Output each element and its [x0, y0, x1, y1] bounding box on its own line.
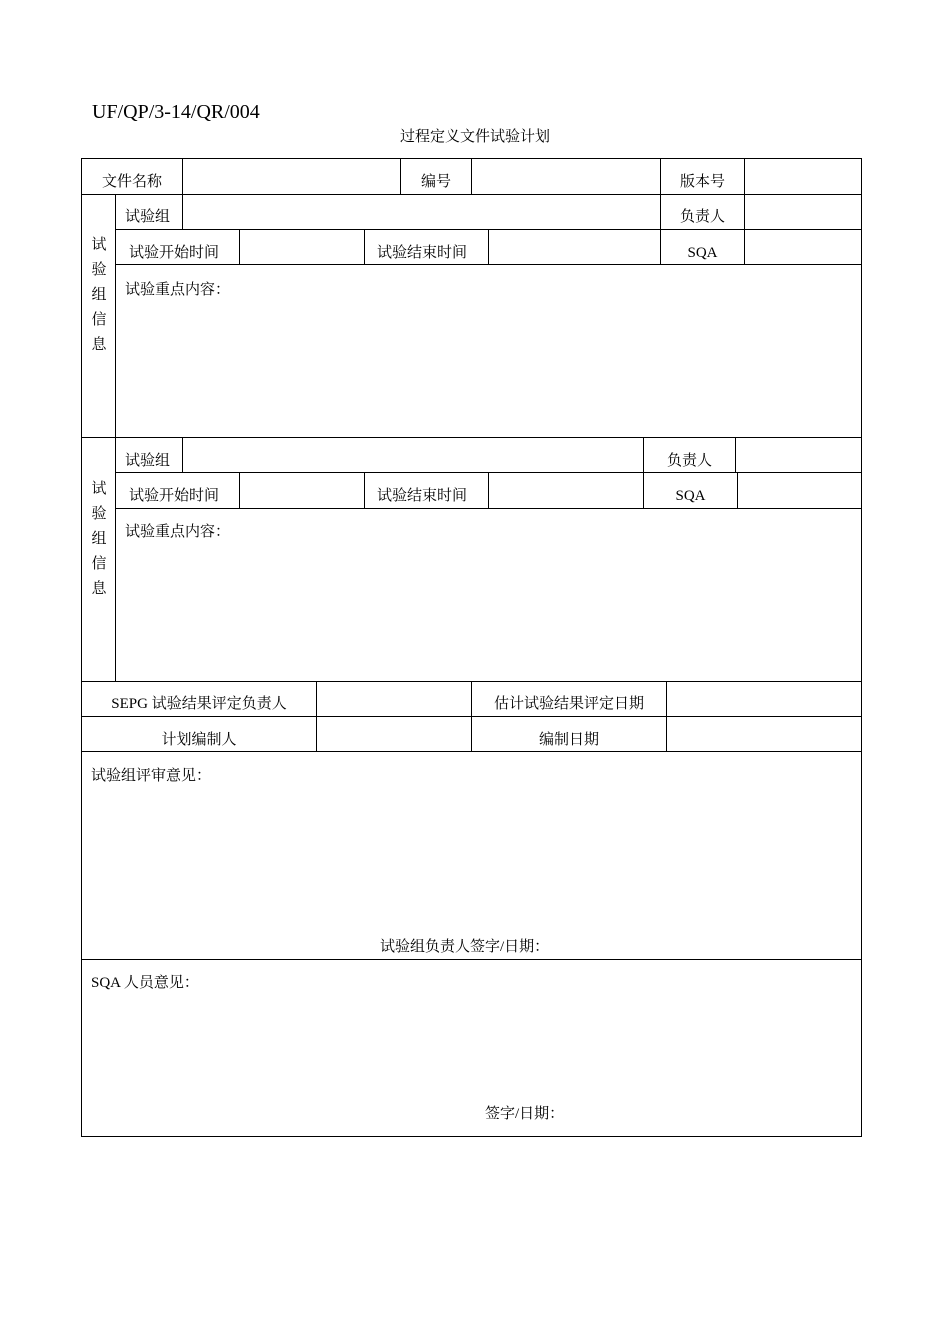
- version-field[interactable]: [745, 159, 861, 194]
- plan-date-field[interactable]: [667, 717, 861, 751]
- sqa-opinion-label: SQA 人员意见：: [91, 975, 199, 991]
- number-field[interactable]: [472, 159, 660, 194]
- group2-owner-label: 负责人: [666, 453, 712, 469]
- group2-end-label: 试验结束时间: [377, 488, 468, 504]
- group2-group-label: 试验组: [125, 453, 171, 469]
- est-date-field[interactable]: [667, 682, 861, 716]
- group2-owner-field[interactable]: [736, 438, 861, 472]
- file-name-label: 文件名称: [101, 174, 162, 190]
- file-name-field[interactable]: [183, 159, 400, 194]
- review-label: 试验组评审意见：: [91, 768, 212, 784]
- group1-owner-label: 负责人: [679, 209, 725, 225]
- group2-end-field[interactable]: [489, 473, 643, 508]
- group1-end-label: 试验结束时间: [377, 245, 468, 261]
- group1-start-field[interactable]: [240, 230, 364, 264]
- group2-start-label: 试验开始时间: [129, 488, 220, 504]
- group2-focus-area[interactable]: [116, 542, 861, 681]
- review-area[interactable]: [82, 788, 861, 928]
- sepg-label: SEPG 试验结果评定负责人: [111, 696, 287, 712]
- group2-start-field[interactable]: [240, 473, 364, 508]
- doc-code: UF/QP/3-14/QR/004: [92, 101, 260, 123]
- group1-end-field[interactable]: [489, 230, 660, 264]
- est-date-label: 估计试验结果评定日期: [493, 696, 644, 712]
- version-label: 版本号: [679, 174, 725, 190]
- review-signature-label: 试验组负责人签字/日期：: [380, 939, 550, 955]
- sepg-field[interactable]: [317, 682, 471, 716]
- group1-focus-area[interactable]: [116, 300, 861, 437]
- sqa-signature-label: 签字/日期：: [485, 1106, 565, 1122]
- page-title: 过程定义文件试验计划: [399, 129, 550, 145]
- group1-group-field[interactable]: [183, 195, 660, 229]
- planner-field[interactable]: [317, 717, 471, 751]
- group2-sqa-label: SQA: [675, 488, 706, 504]
- group1-sqa-label: SQA: [687, 245, 718, 261]
- group1-sqa-field[interactable]: [745, 230, 861, 264]
- group1-focus-label: 试验重点内容：: [125, 282, 231, 298]
- group1-owner-field[interactable]: [745, 195, 861, 229]
- plan-date-label: 编制日期: [538, 732, 599, 748]
- sqa-opinion-area[interactable]: [82, 995, 861, 1095]
- planner-label: 计划编制人: [161, 732, 237, 748]
- number-label: 编号: [420, 174, 451, 190]
- group2-sqa-field[interactable]: [738, 473, 861, 508]
- group1-start-label: 试验开始时间: [129, 245, 220, 261]
- group1-group-label: 试验组: [125, 209, 171, 225]
- group2-focus-label: 试验重点内容：: [125, 524, 231, 540]
- group2-group-field[interactable]: [183, 438, 643, 472]
